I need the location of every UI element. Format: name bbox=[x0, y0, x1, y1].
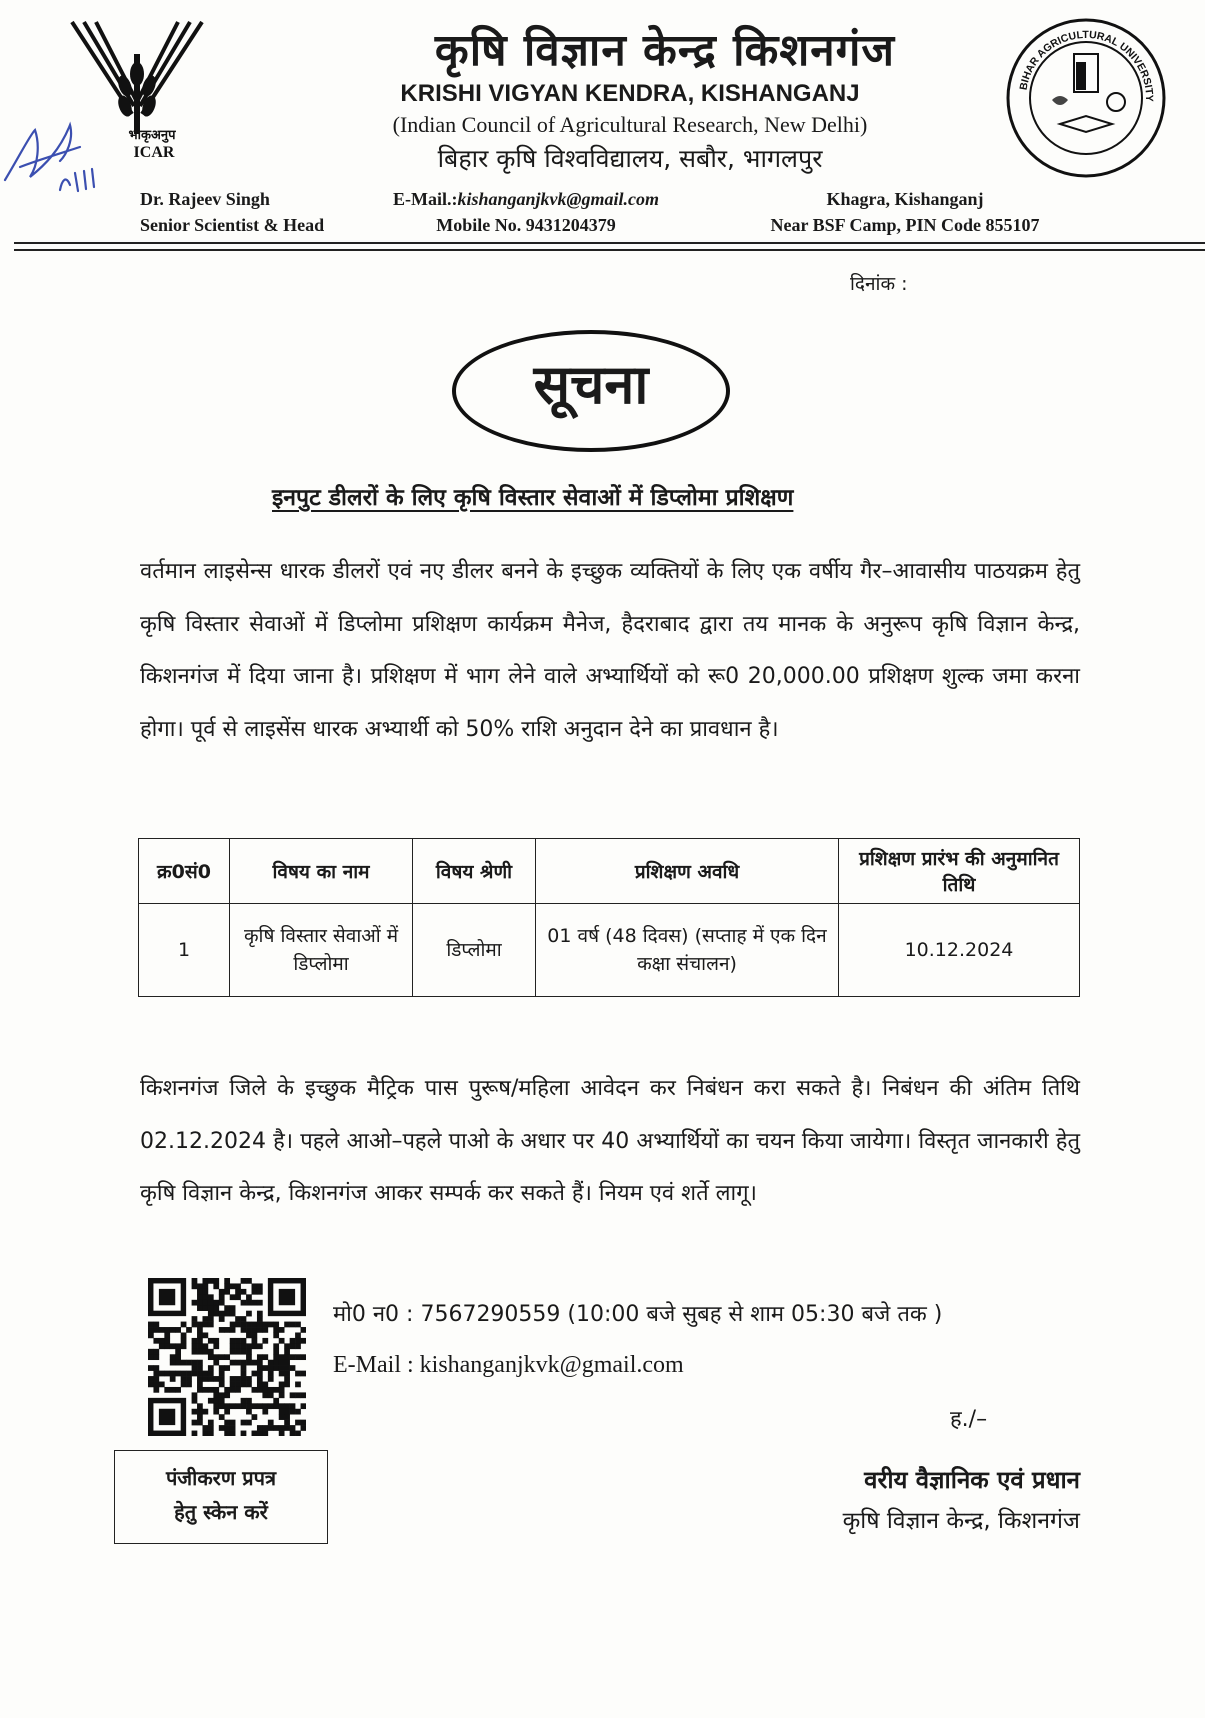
scan-label-line1: पंजीकरण प्रपत्र bbox=[165, 1466, 277, 1490]
cell-duration: 01 वर्ष (48 दिवस) (सप्ताह में एक दिन कक्षा संचालन) bbox=[536, 904, 839, 997]
signatory-title: वरीय वैज्ञानिक एवं प्रधान bbox=[864, 1466, 1080, 1494]
handwritten-signature bbox=[0, 95, 110, 205]
svg-text:भाकृअनुप: भाकृअनुप bbox=[128, 128, 176, 143]
header-rule-bottom bbox=[14, 249, 1205, 251]
cell-subject: कृषि विस्तार सेवाओं में डिप्लोमा bbox=[230, 904, 413, 997]
email-prefix: E-Mail.: bbox=[393, 189, 458, 209]
signature-mark: ह./– bbox=[950, 1407, 988, 1432]
date-label: दिनांक : bbox=[850, 273, 908, 295]
cell-serial: 1 bbox=[139, 904, 230, 997]
address-line1: Khagra, Kishanganj bbox=[826, 189, 984, 209]
svg-text:ICAR: ICAR bbox=[133, 144, 175, 161]
col-header-start-date: प्रशिक्षण प्रारंभ की अनुमानित तिथि bbox=[839, 839, 1080, 904]
col-header-serial: क्र0सं0 bbox=[139, 839, 230, 904]
col-header-subject: विषय का नाम bbox=[230, 839, 413, 904]
head-name: Dr. Rajeev Singh bbox=[140, 189, 270, 209]
scan-label-line2: हेतु स्केन करें bbox=[174, 1500, 268, 1524]
icar-affiliation: (Indian Council of Agricultural Research, New Delhi) bbox=[392, 112, 868, 137]
scan-instruction-box bbox=[114, 1450, 328, 1544]
university-affiliation: बिहार कृषि विश्वविद्यालय, सबौर, भागलपुर bbox=[437, 144, 823, 173]
kvk-title-hindi: कृषि विज्ञान केन्द्र किशनगंज bbox=[434, 25, 896, 76]
contact-mobile: मो0 न0 : 7567290559 (10:00 बजे सुबह से शाम 05:30 बजे तक ) bbox=[333, 1302, 943, 1327]
university-seal bbox=[1004, 16, 1168, 180]
cell-category: डिप्लोमा bbox=[413, 904, 536, 997]
registration-qr-code[interactable] bbox=[148, 1278, 306, 1436]
header-address bbox=[730, 186, 1080, 238]
head-info bbox=[140, 186, 324, 238]
kvk-title-english: KRISHI VIGYAN KENDRA, KISHANGANJ bbox=[400, 80, 860, 107]
header-email: kishanganjkvk@gmail.com bbox=[457, 189, 659, 209]
notice-heading: सूचना bbox=[533, 353, 649, 416]
header-rule-top bbox=[14, 242, 1205, 244]
table-row bbox=[139, 904, 1080, 997]
header-contact bbox=[366, 186, 686, 238]
seal-text: BIHAR AGRICULTURAL UNIVERSITY bbox=[1017, 28, 1156, 101]
notice-paragraph-2: किशनगंज जिले के इच्छुक मैट्रिक पास पुरूष/महिला आवेदन कर निबंधन करा सकते है। निबंधन की अंतिम तिथि 02.12.2024 है। पहले आओ–पहले पाओ के अधार पर 40 अभ्यार्थियों का चयन किया जायेगा। विस्तृत जानकारी हेतु कृषि विज्ञान केन्द्र, किशनगंज आकर सम्पर्क कर सकते हैं। नियम एवं शर्ते लागू। bbox=[140, 1076, 1080, 1206]
head-designation: Senior Scientist & Head bbox=[140, 215, 325, 235]
course-table bbox=[138, 838, 1080, 997]
contact-email[interactable]: E-Mail : kishanganjkvk@gmail.com bbox=[333, 1352, 684, 1378]
col-header-duration: प्रशिक्षण अवधि bbox=[536, 839, 839, 904]
col-header-category: विषय श्रेणी bbox=[413, 839, 536, 904]
signatory-org: कृषि विज्ञान केन्द्र, किशनगंज bbox=[842, 1508, 1080, 1534]
notice-subject: इनपुट डीलरों के लिए कृषि विस्तार सेवाओं में डिप्लोमा प्रशिक्षण bbox=[272, 485, 794, 511]
header-mobile: Mobile No. 9431204379 bbox=[436, 215, 616, 235]
cell-start-date: 10.12.2024 bbox=[839, 904, 1080, 997]
address-line2: Near BSF Camp, PIN Code 855107 bbox=[770, 215, 1040, 235]
notice-paragraph-1: वर्तमान लाइसेन्स धारक डीलरों एवं नए डीलर बनने के इच्छुक व्यक्तियों के लिए एक वर्षीय गैर–आवासीय पाठयक्रम हेतु कृषि विस्तार सेवाओं में डिप्लोमा प्रशिक्षण कार्यक्रम मैनेज, हैदराबाद द्वारा तय मानक के अनुरूप कृषि विज्ञान केन्द्र, किशनगंज में दिया जाना है। प्रशिक्षण में भाग लेने वाले अभ्यार्थियों को रू0 20,000.00 प्रशिक्षण शुल्क जमा करना होगा। पूर्व से लाइसेंस धारक अभ्यार्थी को 50% राशि अनुदान देने का प्रावधान है। bbox=[140, 559, 1080, 742]
table-header-row bbox=[139, 839, 1080, 904]
